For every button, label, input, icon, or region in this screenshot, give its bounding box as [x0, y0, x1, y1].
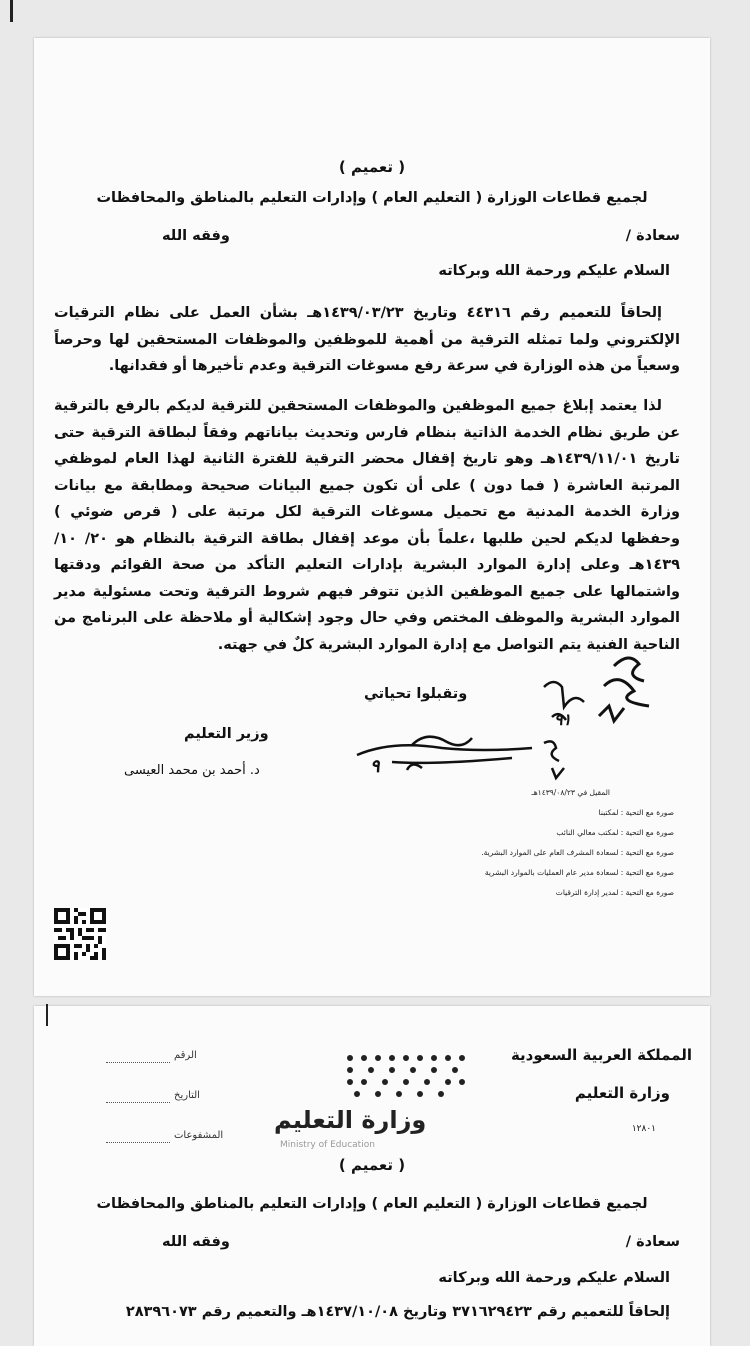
handwritten-number-2: ٩١ — [554, 710, 572, 729]
greeting: السلام عليكم ورحمة الله وبركاته — [438, 263, 670, 279]
cc-item: صورة مع التحية : لمدير إدارة الترقيات — [555, 888, 674, 897]
document-page-1 — [34, 38, 710, 996]
salutation-title: سعادة / — [625, 1234, 680, 1250]
recipients-line: لجميع قطاعات الوزارة ( التعليم العام ) وإدارات التعليم بالمناطق والمحافظات — [96, 1196, 648, 1212]
document-page-2 — [34, 1006, 710, 1346]
cc-item: صورة مع التحية : لمكتب معالي النائب — [556, 828, 674, 837]
minister-signature — [352, 720, 542, 780]
ministry-logo-text: وزارة التعليم — [274, 1106, 427, 1134]
circular-heading: ( تعميم ) — [338, 1156, 406, 1174]
qr-code — [54, 908, 106, 960]
minister-title: وزير التعليم — [184, 726, 269, 742]
page-edge-marker — [46, 1004, 48, 1026]
recipients-line: لجميع قطاعات الوزارة ( التعليم العام ) وإدارات التعليم بالمناطق والمحافظات — [96, 190, 648, 206]
handwritten-note — [534, 733, 584, 783]
kingdom-name: المملكة العربية السعودية — [510, 1046, 692, 1064]
cc-date: المقيل في ١٤٣٩/٠٨/٢٣هـ — [531, 788, 610, 797]
cc-item: صورة مع التحية : لسعادة مدير عام العمليات بالموارد البشرية — [484, 868, 674, 877]
field-date-line — [106, 1094, 170, 1103]
field-attachments-line — [106, 1134, 170, 1143]
field-number-label: الرقم — [174, 1050, 197, 1061]
greeting: السلام عليكم ورحمة الله وبركاته — [438, 1270, 670, 1286]
circular-heading: ( تعميم ) — [338, 158, 406, 176]
cc-item: صورة مع التحية : لمكتبنا — [598, 808, 674, 817]
handwritten-number-1: ٩ — [370, 756, 380, 777]
field-attachments-label: المشفوعات — [174, 1130, 224, 1141]
cc-item: صورة مع التحية : لسعادة المشرف العام على الموارد البشرية. — [481, 848, 674, 857]
ministry-logo-icon — [340, 1052, 470, 1098]
field-date-label: التاريخ — [174, 1090, 200, 1101]
paragraph-2: لذا يعتمد إبلاغ جميع الموظفين والموظفات المستحقين للترقية لديكم بالرفع بالترقية عن طريق نظام الخدمة الذاتية بنظام فارس وتحديث بياناتهم وفقاً لبطاقة الترقية حتى تاريخ ١٤٣٩/١١/٠١هـ وهو تاريخ إقفال محضر الترقية للفترة الثانية لهذا العام لموظفي المرتبة العاشرة ( فما دون ) على أن تكون جميع البيانات صحيحة ومطابقة مع بيانات وزارة الخدمة المدنية مع تحميل مسوغات الترقية لكل مرتبة على ( قرص ضوئي ) وحفظها لديكم لحين طلبها ،علماً بأن موعد إقفال بطاقة الترقية بالنظام هو ٢٠/ ١٠/ ١٤٣٩هـ وعلى إدارة الموارد البشرية بإدارات التعليم التأكد من صحة القوائم ودقتها واشتمالها على جميع الموظفين الذين تتوفر فيهم شروط الترقية وتحت مسئولية مدير الموارد البشرية والموظف المختص وفي حال وجود إشكالية أو ملاحظة على البرنامج من الناحية الفنية يتم التواصل مع إدارة الموارد البشرية كلٌ في جهته. — [54, 398, 680, 653]
paragraph-1: إلحاقاً للتعميم رقم ٤٤٣١٦ وتاريخ ١٤٣٩/٠٣/٢٣هـ بشأن العمل على نظام الترقيات الإلكتروني ولما تمثله الترقية من أهمية للموظفين والموظفات المستحقين لها وحرصاً وسعياً من هذه الوزارة في سرعة رفع مسوغات الترقية وعدم تأخيرها أو فقدانها. — [54, 305, 680, 374]
salutation-blessing: وفقه الله — [162, 228, 230, 244]
salutation-blessing: وفقه الله — [162, 1234, 230, 1250]
ministry-logo-subtitle: Ministry of Education — [280, 1140, 375, 1150]
field-number-line — [106, 1054, 170, 1063]
minister-name: د. أحمد بن محمد العيسى — [124, 763, 260, 778]
salutation-title: سعادة / — [625, 228, 680, 244]
reference-code: ١٢٨٠١ — [631, 1124, 656, 1134]
paragraph-1-start: إلحاقاً للتعميم رقم ٣٧١٦٢٩٤٢٣ وتاريخ ١٤٣٧/١٠/٠٨هـ والتعميم رقم ٢٨٣٩٦٠٧٣ — [125, 1304, 670, 1320]
ministry-name: وزارة التعليم — [574, 1084, 670, 1102]
closing-line: وتقبلوا تحياتي — [364, 686, 468, 702]
page-edge-marker — [10, 0, 13, 22]
